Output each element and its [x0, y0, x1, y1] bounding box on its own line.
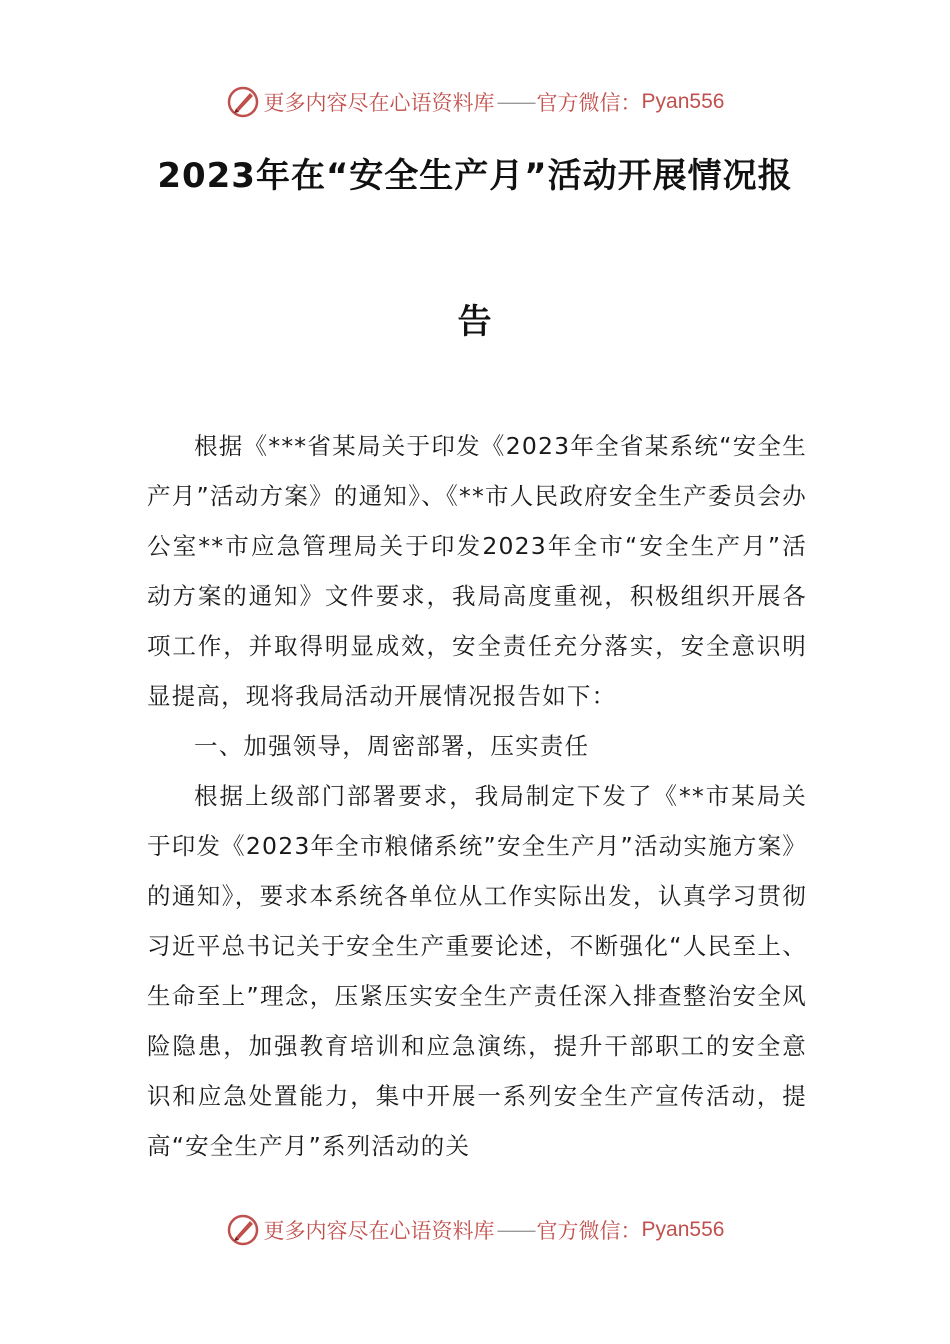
watermark-divider: ——	[496, 90, 535, 114]
watermark-label: 官方微信：	[536, 91, 642, 115]
body-paragraph: 根据上级部门部署要求，我局制定下发了《**市某局关于印发《2023年全市粮储系统”安全生产月”活动实施方案》的通知》，要求本系统各单位从工作实际出发，认真学习贯彻习近平总书记关于安全生产重要论述，不断强化“人民至上、生命至上”理念，压紧压实安全生产责任深入排查整治安全风险隐患，加强教育培训和应急演练，提升干部职工的安全意识和应急处置能力，集中开展一系列安全生产宣传活动，提高“安全生产月”系列活动的关	[147, 782, 807, 1160]
document-body	[147, 421, 807, 1171]
body-paragraph: 根据《***省某局关于印发《2023年全省某系统“安全生产月”活动方案》的通知》、《**市人民政府安全生产委员会办公室**市应急管理局关于印发2023年全市“安全生产月”活动方案的通知》文件要求，我局高度重视，积极组织开展各项工作，并取得明显成效，安全责任充分落实，安全意识明显提高，现将我局活动开展情况报告如下：	[147, 432, 807, 710]
footer-watermark	[0, 1210, 950, 1250]
watermark-label: 官方微信：	[536, 1219, 642, 1243]
watermark-account: Pyan556	[641, 1218, 725, 1241]
watermark-divider: ——	[496, 1218, 535, 1242]
watermark-text: 更多内容尽在心语资料库	[263, 91, 495, 115]
document-title-line-2: 告	[457, 302, 493, 342]
watermark-account: Pyan556	[641, 90, 725, 113]
pen-logo-icon	[226, 85, 260, 119]
header-watermark	[0, 82, 950, 122]
watermark-text: 更多内容尽在心语资料库	[263, 1219, 495, 1243]
document-title-line-1: 2023年在“安全生产月”活动开展情况报	[157, 156, 793, 196]
section-heading: 一、加强领导，周密部署，压实责任	[194, 732, 590, 760]
pen-logo-icon	[226, 1213, 260, 1247]
